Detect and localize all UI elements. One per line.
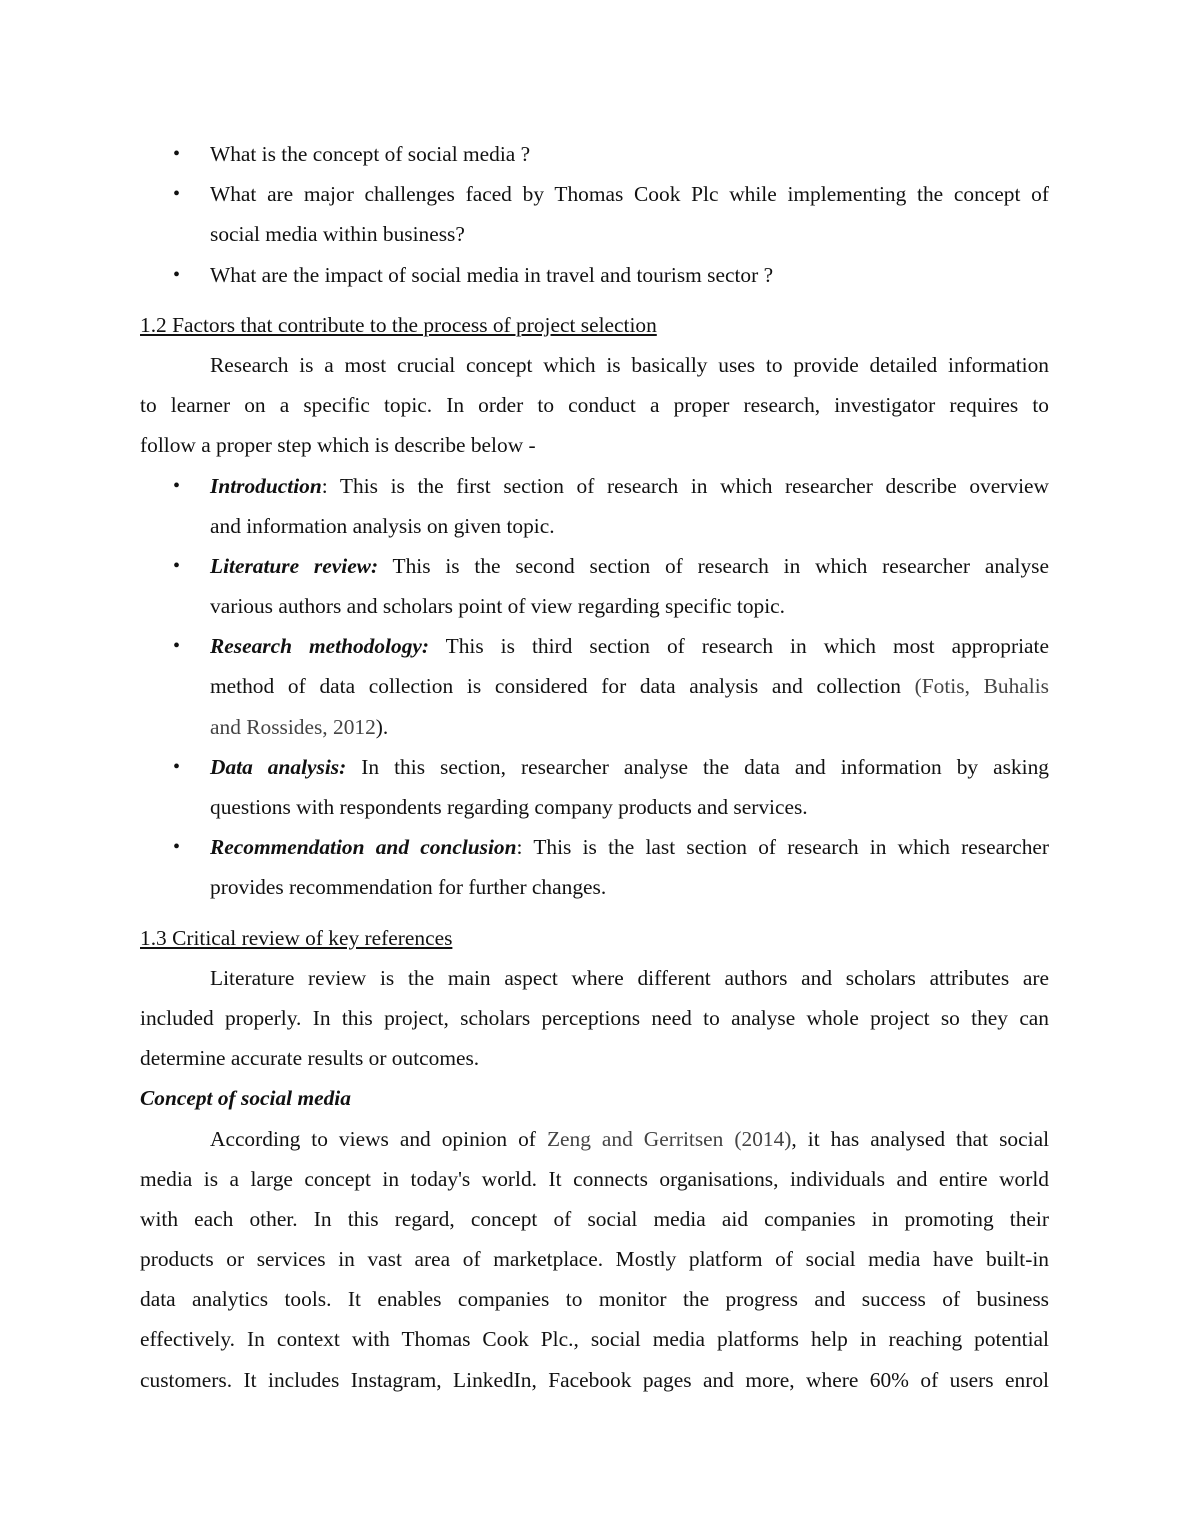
paragraph-line: [140, 1119, 1049, 1159]
bullet-icon: •: [173, 183, 181, 206]
research-questions-list: [140, 134, 1049, 295]
citation: and Rossides, 2012: [210, 714, 376, 739]
bullet-icon: •: [173, 836, 181, 859]
bullet-icon: •: [173, 474, 181, 497]
step-line: [210, 747, 1049, 787]
step-line: and information analysis on given topic.: [210, 513, 555, 538]
list-item: [140, 626, 1049, 747]
step-text: This is third section of research in which most appropriate: [429, 634, 1049, 659]
step-text: ).: [375, 714, 389, 739]
paragraph-text: According to views and opinion of: [210, 1126, 547, 1151]
bullet-icon: •: [173, 263, 181, 286]
step-line: [210, 626, 1049, 666]
citation: Zeng and Gerritsen (2014): [546, 1126, 792, 1151]
bullet-icon: •: [173, 143, 181, 165]
paragraph-line: Literature review is the main aspect where different authors and scholars attributes are: [210, 965, 1049, 990]
step-line: provides recommendation for further changes.: [210, 875, 607, 900]
step-text: : This is the last section of research in which researcher: [516, 835, 1050, 860]
paragraph-line: included properly. In this project, scholars perceptions need to analyse whole project so they can: [140, 1005, 1049, 1030]
paragraph-line: Research is a most crucial concept which is basically uses to provide detailed information: [210, 352, 1049, 377]
paragraph-text: , it has analysed that social: [791, 1126, 1050, 1151]
bullet-icon: •: [173, 554, 181, 577]
step-text: This is the second section of research in which researcher analyse: [378, 553, 1049, 578]
step-term: Recommendation and conclusion: [210, 835, 517, 860]
paragraph-line: products or services in vast area of marketplace. Mostly platform of social media have built-in: [140, 1247, 1049, 1272]
list-item: [140, 255, 1049, 295]
list-item: [140, 174, 1049, 254]
bullet-icon: •: [173, 635, 181, 658]
list-item: [140, 546, 1049, 626]
paragraph-line: follow a proper step which is describe below -: [140, 433, 536, 458]
subsection-heading: Concept of social media: [140, 1086, 351, 1111]
step-line: [210, 707, 1049, 747]
paragraph-line: effectively. In context with Thomas Cook Plc., social media platforms help in reaching potential: [140, 1327, 1049, 1352]
document-page: [140, 134, 1049, 1400]
step-term: Introduction: [210, 473, 322, 498]
question-text: What are the impact of social media in travel and tourism sector ?: [210, 262, 774, 287]
citation: (Fotis, Buhalis: [914, 674, 1050, 699]
paragraph-line: with each other. In this regard, concept of social media aid companies in promoting their: [140, 1206, 1049, 1231]
research-steps-list: [140, 466, 1049, 908]
step-term: Research methodology:: [210, 634, 430, 659]
list-item: [140, 134, 1049, 174]
paragraph-line: determine accurate results or outcomes.: [140, 1046, 480, 1071]
paragraph-line: customers. It includes Instagram, LinkedIn, Facebook pages and more, where 60% of users enrol: [140, 1367, 1049, 1392]
step-line: questions with respondents regarding company products and services.: [210, 795, 808, 819]
list-item: [140, 827, 1049, 907]
step-line: [210, 827, 1049, 867]
question-text: What is the concept of social media ?: [210, 142, 531, 166]
bullet-icon: •: [173, 755, 181, 778]
step-term: Data analysis:: [210, 754, 347, 779]
question-text-line: What are major challenges faced by Thomas Cook Plc while implementing the concept of: [210, 182, 1049, 207]
paragraph-line: media is a large concept in today's world. It connects organisations, individuals and entire world: [140, 1166, 1049, 1191]
paragraph-line: data analytics tools. It enables companies to monitor the progress and success of business: [140, 1287, 1049, 1312]
step-line: [210, 466, 1049, 506]
step-line: [210, 546, 1049, 586]
section-heading: 1.3 Critical review of key references: [140, 925, 453, 950]
question-text-line: social media within business?: [210, 222, 465, 247]
step-term: Literature review:: [210, 553, 379, 578]
section-heading: 1.2 Factors that contribute to the process of project selection: [140, 312, 657, 337]
step-text: : This is the first section of research in which researcher describe overview: [321, 473, 1049, 498]
step-line: various authors and scholars point of view regarding specific topic.: [210, 594, 786, 619]
step-line: [210, 666, 1049, 706]
list-item: [140, 747, 1049, 827]
step-text: In this section, researcher analyse the data and information by asking: [346, 754, 1049, 779]
paragraph-line: to learner on a specific topic. In order to conduct a proper research, investigator requires to: [140, 393, 1049, 418]
list-item: [140, 466, 1049, 546]
step-text: method of data collection is considered for data analysis and collection: [210, 674, 915, 699]
